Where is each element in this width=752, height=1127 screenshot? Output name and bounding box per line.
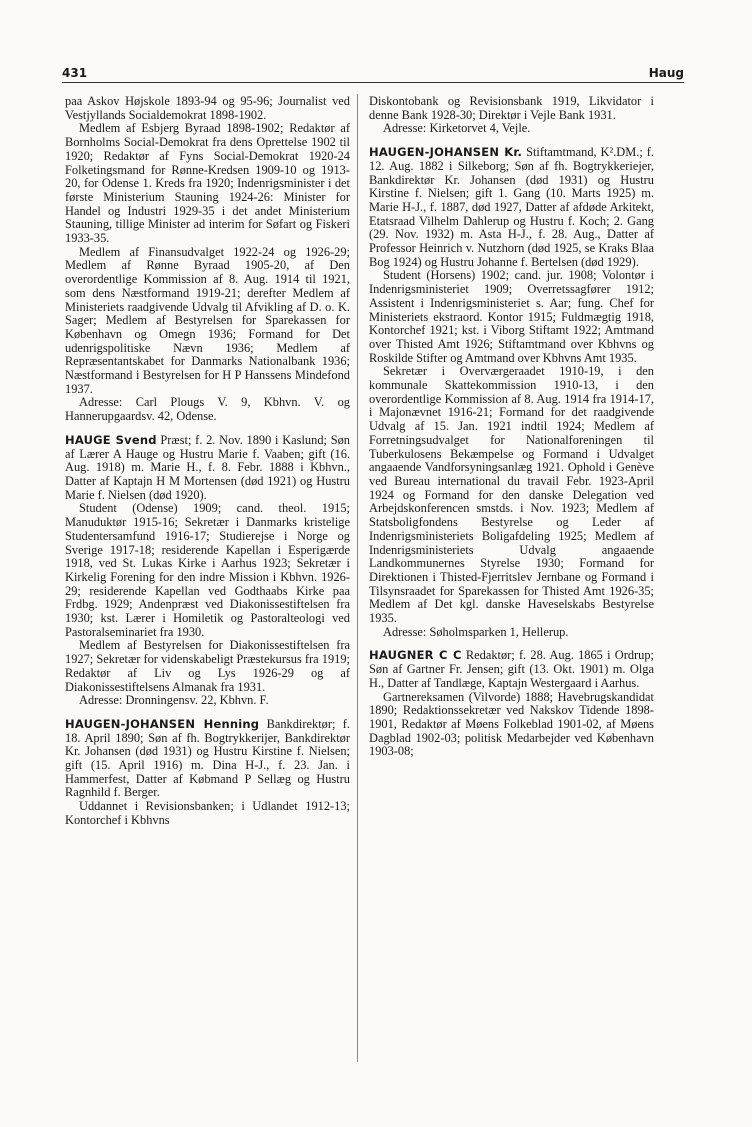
header-rule [62, 82, 684, 83]
left-column [65, 95, 350, 828]
entry-name: HAUGEN-JOHANSEN Henning [65, 716, 260, 731]
entry-intro: Stiftamtmand, K².DM.; f. 12. Aug. 1882 i Silkeborg; Søn af fh. Bogtrykkeriejer, Bankdirektør Kr. Johansen (død 1931) og Hustru Kirstine f. Nielsen; gift 1. Gang (10. Marts 1925) m. Marie H-J., f. 1887, død 1927, Datter af afdøde Arkitekt, Etatsraad Vilhelm Dahlerup og Hustru f. Koch; 2. Gang (29. Nov. 1932) m. Asta H-J., f. 28. Aug., Datter af Professor Heinrich v. Nutzhorn (død 1925, se Kraks Blaa Bog 1924) og Hustru Johanne f. Bertelsen (død 1929). [369, 145, 654, 269]
entry-paragraph: Medlem af Finansudvalget 1922-24 og 1926-29; Medlem af Rønne Byraad 1905-20, af Den overordentlige Kommission af 8. Aug. 1914 til 1921, som dens Næstformand 1919-21; derefter Medlem af Ministeriets raadgivende Udvalg til Afvikling af D. o. K. Sager; Medlem af Bestyrelsen for Sparekassen for København og Omegn 1936; Formand for Det udenrigspolitiske Nævn 1936; Medlem af Repræsentantskabet for Danmarks Nationalbank 1936; Næstformand i Bestyrelsen for H P Hanssens Mindefond 1937. [65, 244, 350, 396]
entry-paragraph: Student (Odense) 1909; cand. theol. 1915; Manuduktør 1915-16; Sekretær i Danmarks kristelige Studentersamfund 1916-17; Studierejse i Norge og Sverige 1917-18; residerende Kapellan i Esperigærde 1918, ved St. Lukas Kirke i Aarhus 1923; Sekretær i Kirkelig Forening for den indre Mission i Kbhvn. 1926-29; residerende Kapellan ved Godthaabs Kirke paa Frdbg. 1929; Andenpræst ved Diakonissestiftelsen fra 1930; kst. Lærer i Homiletik og Pastoralteologi ved Pastoralseminariet fra 1930. [65, 501, 350, 639]
entry-intro: Redaktør; f. 28. Aug. 1865 i Ordrup; Søn af Gartner Fr. Jensen; gift (13. Okt. 1901) m. Olga H., Datter af Tandlæge, Kaptajn Westergaard i Aarhus. [369, 648, 654, 690]
entry-hauge-svend [65, 434, 350, 503]
entry-name: HAUGE Svend [65, 432, 157, 447]
entry-name: HAUGNER C C [369, 648, 462, 663]
entry-continuation-text: paa Askov Højskole 1893-94 og 95-96; Journalist ved Vestjyllands Socialdemokrat 1898-1902. [65, 94, 350, 122]
entry-paragraph: Medlem af Esbjerg Byraad 1898-1902; Redaktør af Bornholms Social-Demokrat fra dens Oprettelse 1902 til 1920; Redaktør af Fyns Social-Demokrat 1920-24 Folketingsmand for Rønne-Kredsen 1909-10 og 1913-20, for Odense 1. Kreds fra 1920; Indenrigsminister i det første Ministerium Stauning 1924-26: Minister for Handel og Industri 1929-35 i det andet Ministerium Stauning, tillige Minister ad interim for Søfart og Fiskeri 1933-35. [65, 121, 350, 246]
entry-name: HAUGEN-JOHANSEN Kr. [369, 145, 523, 160]
entry-haugen-johansen-henning [65, 718, 350, 800]
entry-haugner-c-c [369, 649, 654, 690]
entry-address: Adresse: Kirketorvet 4, Vejle. [383, 121, 531, 136]
entry-paragraph: Uddannet i Revisionsbanken; i Udlandet 1912-13; Kontorchef i Kbhvns [65, 799, 350, 827]
entry-intro: Bankdirektør; f. 18. April 1890; Søn af fh. Bogtrykkerijer, Bankdirektør Kr. Johansen (død 1931) og Hustru Kirstine f. Nielsen; gift (15. April 1916) m. Dina H-J., f. 23. Jan. i Hammerfest, Datter af Købmand P Sellæg og Hustru Ragnhild f. Berger. [65, 716, 350, 800]
entry-paragraph: Gartnereksamen (Vilvorde) 1888; Havebrugskandidat 1890; Redaktionssekretær ved Nakskov Tidende 1898-1901, Redaktør af Møens Folkeblad 1901-02, af Møens Dagblad 1902-03; politisk Medarbejder ved København 1903-08; [369, 689, 654, 759]
entry-paragraph: Medlem af Bestyrelsen for Diakonissestiftelsen fra 1927; Sekretær for videnskabeligt Præstekursus fra 1919; Redaktør af Liv og Lys 1926-29 og af Diakonissestiftelsens Almanak fra 1931. [65, 638, 350, 694]
entry-address: Adresse: Dronningensv. 22, Kbhvn. F. [79, 693, 269, 708]
running-head: Haug [648, 66, 684, 80]
entry-address: Adresse: Carl Plougs V. 9, Kbhvn. V. og Hannerupgaardsv. 42, Odense. [65, 395, 350, 424]
entry-address: Adresse: Søholmsparken 1, Hellerup. [383, 624, 569, 639]
right-column [369, 95, 654, 759]
page-number: 431 [62, 66, 88, 80]
page-header [62, 60, 684, 80]
entry-continuation-text: Diskontobank og Revisionsbank 1919, Likvidator i denne Bank 1928-30; Direktør i Vejle Bank 1931. [369, 94, 654, 122]
column-divider [357, 94, 358, 1062]
entry-haugen-johansen-kr [369, 146, 654, 269]
entry-intro: Præst; f. 2. Nov. 1890 i Kaslund; Søn af Lærer A Hauge og Hustru Marie f. Vaaben; gift (16. Aug. 1918) m. Marie H., f. 8. Febr. 1888 i Kbhvn., Datter af Kaptajn H M Mortensen (død 1921) og Hustru Marie f. Nielsen (død 1920). [65, 432, 350, 502]
entry-paragraph: Student (Horsens) 1902; cand. jur. 1908; Volontør i Indenrigsministeriet 1909; Overretssagfører 1912; Assistent i Indenrigsministeriet s. Aar; fung. Chef for Ministeriets ekstraord. Kontor 1915; Fuldmægtig 1918, Kontorchef 1921; kst. i Viborg Stiftamt 1922; Amtmand over Thisted Amt 1926; Stiftamtmand over Kbhvns og Roskilde Stifter og Amtmand over Kbhvns Amt 1935. [369, 268, 654, 365]
entry-paragraph: Sekretær i Overværgeraadet 1910-19, i den kommunale Skattekommission 1910-13, i den overordentlige Kommission af 8. Aug. 1914 fra 1914-17, i Majonævnet 1916-21; Formand for det raadgivende Udvalg af 15. Jan. 1921 indtil 1924; Medlem af Forretningsudvalget for Nationalforeningen til Tuberkulosens Bekæmpelse og Formand i Udvalget angaaende Vandforsyningsanlæg 1921. Ophold i Genève ved Bureau international du travail Febr. 1923-April 1924 og Formand for den danske Delegation ved Arbejdskonferencen smstds. i Nov. 1923; Medlem af Statsboligfondens Bestyrelse og Leder af Indenrigsministeriets Boligafdeling 1925; Medlem af Indenrigsministeriets Udvalg angaaende Landkommunernes Styrelse 1930; Formand for Direktionen i Thisted-Fjerritslev Jernbane og Formand i Tilsynsraadet for Sparekassen for Thisted Amt 1926-35; Medlem af Det kgl. danske Haveselskabs Bestyrelse 1935. [369, 364, 654, 626]
